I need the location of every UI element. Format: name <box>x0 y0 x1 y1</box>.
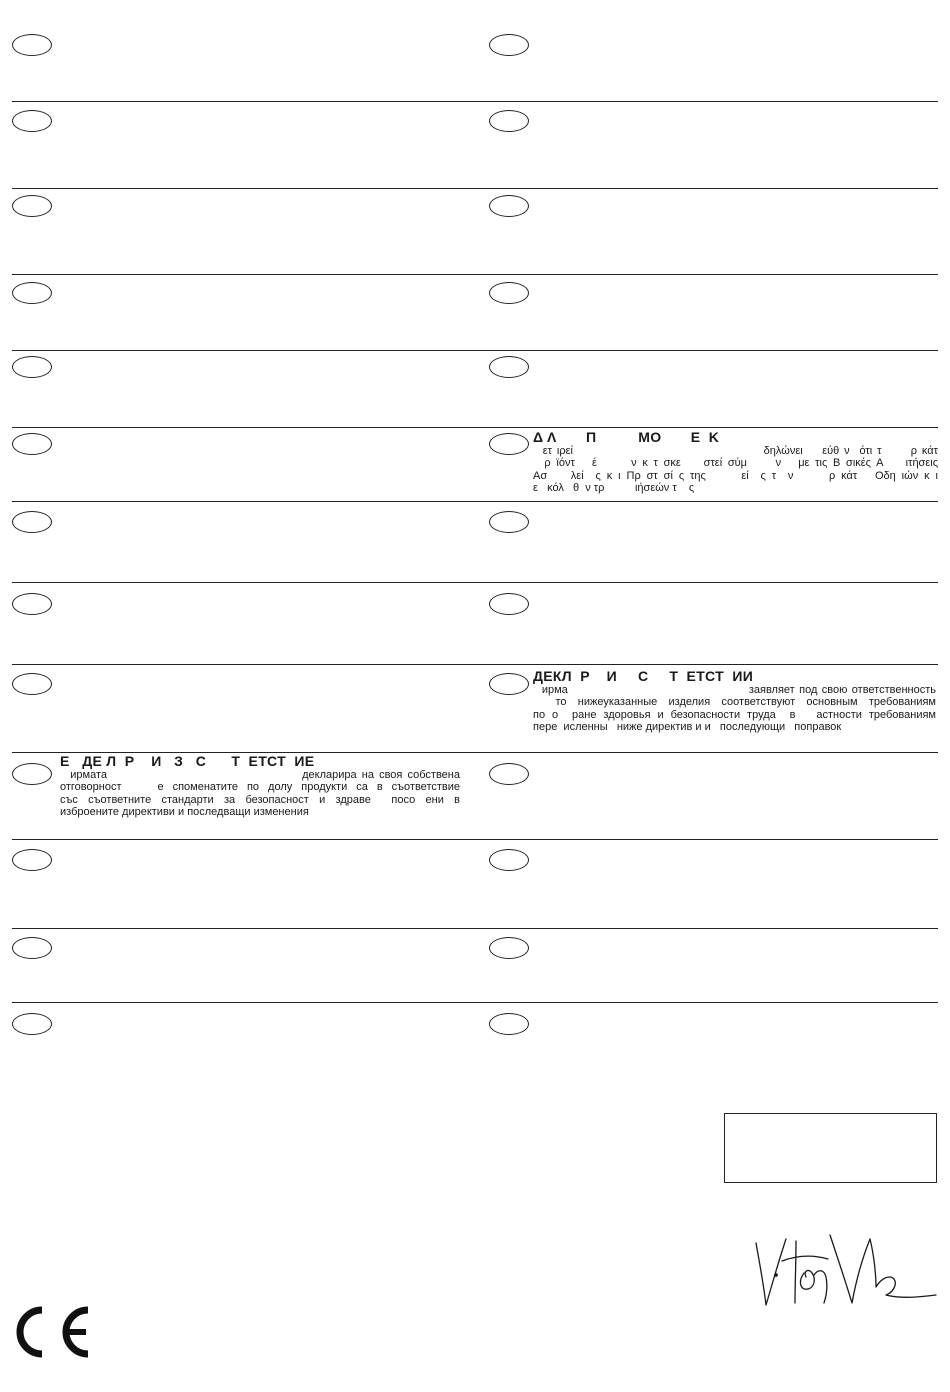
language-oval-left <box>12 356 52 378</box>
language-oval-left <box>12 433 52 455</box>
language-oval-right <box>489 356 529 378</box>
language-oval-right <box>489 1013 529 1035</box>
declaration-line: то нижеуказанные изделия соответствуют основным требованиям <box>533 696 936 709</box>
language-oval-right <box>489 282 529 304</box>
language-oval-left <box>12 511 52 533</box>
language-oval-right <box>489 763 529 785</box>
language-oval-left <box>12 673 52 695</box>
language-oval-left <box>12 1013 52 1035</box>
declaration-line: ετ ιρεί δηλώνει εύθ ν ότι τ ρ κάτ <box>533 445 938 457</box>
declaration-title: Е ДЕ Л Р И З С Т ЕТСТ ИЕ <box>60 753 315 769</box>
language-oval-right <box>489 673 529 695</box>
language-oval-right <box>489 195 529 217</box>
row-divider <box>12 427 938 428</box>
language-oval-right <box>489 34 529 56</box>
row-divider <box>12 501 938 502</box>
row-divider <box>12 188 938 189</box>
declaration-bulgarian <box>60 754 460 819</box>
declaration-line: пере исленны ниже директив и и последующи поправок <box>533 721 842 734</box>
declaration-title: Δ Λ Π ΜΟ Ε Κ <box>533 429 720 445</box>
language-oval-right <box>489 937 529 959</box>
row-divider <box>12 101 938 102</box>
declaration-line: по о ране здоровья и безопасности труда в астности требованиям <box>533 708 936 721</box>
language-oval-left <box>12 593 52 615</box>
row-divider <box>12 839 938 840</box>
language-oval-right <box>489 511 529 533</box>
declaration-line: отговорност е споменатите по долу продукти са в съответствие <box>60 781 460 794</box>
ce-mark-icon <box>14 1306 94 1358</box>
signature-image <box>752 1225 938 1313</box>
declaration-line: Ασ λεί ς κ ι Πρ στ σί ς της εί ς τ ν ρ κάτ Οδη ιών κ ι <box>533 469 938 482</box>
language-oval-left <box>12 937 52 959</box>
row-divider <box>12 664 938 665</box>
language-oval-right <box>489 849 529 871</box>
declaration-line: ирма заявляет под свою ответственность <box>533 684 936 696</box>
language-oval-left <box>12 34 52 56</box>
declaration-line: със съответните стандарти за безопасност и здраве посо ени в <box>60 793 460 806</box>
language-oval-left <box>12 110 52 132</box>
declaration-greek <box>533 430 938 495</box>
declaration-line: изброените директиви и последващи изменения <box>60 806 309 819</box>
language-oval-left <box>12 849 52 871</box>
row-divider <box>12 928 938 929</box>
language-oval-right <box>489 593 529 615</box>
language-oval-left <box>12 282 52 304</box>
row-divider <box>12 350 938 351</box>
language-oval-left <box>12 195 52 217</box>
row-divider <box>12 582 938 583</box>
declaration-line: ирмата декларира на своя собствена <box>60 769 460 781</box>
language-oval-right <box>489 433 529 455</box>
row-divider <box>12 1002 938 1003</box>
declaration-russian <box>533 669 936 734</box>
language-oval-right <box>489 110 529 132</box>
language-oval-left <box>12 763 52 785</box>
stamp-box <box>724 1113 937 1183</box>
declaration-line: ε κόλ θ ν τρ ιήσεών τ ς <box>533 482 695 495</box>
declaration-title: ДЕКЛ Р И С Т ЕТСТ ИИ <box>533 668 754 684</box>
declaration-line: ρ ϊόντ έ ν κ τ σκε στεί σύμ ν με τις Β σικές Α ιτήσεις <box>533 457 938 470</box>
row-divider <box>12 274 938 275</box>
